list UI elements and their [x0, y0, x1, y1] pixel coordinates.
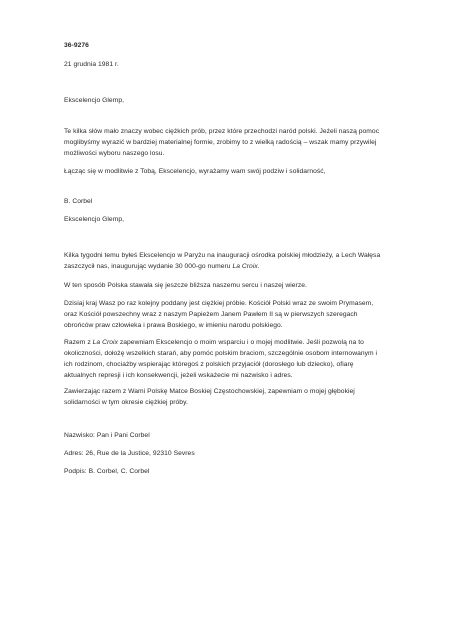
paragraph-line: Kilka tygodni temu byłeś Ekscelencjo w Paryżu na inauguracji ośrodka polskiej młodzieży, a Lech Wałęsa [64, 252, 381, 259]
paragraph-line: obrońców praw człowieka i prawa Boskiego, w imieniu narodu polskiego. [64, 322, 283, 329]
paragraph-line: Dzisiaj kraj Wasz po raz kolejny poddany jest ciężkiej próbie. Kościół Polski wraz ze swoim Prymasem, [64, 300, 374, 307]
paragraph [64, 250, 402, 272]
text-segment: zaszczycił nas, inaugurując wydanie 30 000-go numeru [64, 263, 233, 270]
paragraph-line [64, 261, 402, 272]
paragraph-line: aktualnych represji i ich konsekwencji, jeżeli wskażecie mi nazwisko i adres. [64, 372, 293, 379]
letter-date: 21 grudnia 1981 r. [64, 61, 119, 68]
paragraph-line: solidarności w tym okresie ciężkiej próby. [64, 399, 188, 406]
salutation: Ekscelencjo Glemp, [64, 97, 124, 104]
address-field: Adres: 26, Rue de la Justice, 92310 Sevres [64, 450, 195, 457]
paragraph-line: ich rodzinom, chociażby wspierając któregoś z polskich przyjaciół (dorosłego lub dziecko), ofiarę [64, 361, 354, 368]
paragraph-line [64, 337, 402, 348]
text-segment: zapewniam Ekscelencjo o moim wsparciu i o mojej modlitwie. Jeśli pozwolą na to [117, 339, 364, 346]
paragraph-line: Zawierzając razem z Wami Polskę Matce Boskiej Częstochowskiej, zapewniam o mojej głębokiej [64, 388, 355, 395]
paragraph [64, 386, 402, 408]
paragraph-line: możliwości wyboru naszego losu. [64, 150, 165, 157]
salutation: Ekscelencjo Glemp, [64, 216, 124, 223]
signature-field: Podpis: B. Corbel, C. Corbel [64, 468, 150, 475]
paragraph-line: moglibyśmy wyrazić w bardziej materialnej formie, zrobimy to z wielką radością – wszak mamy przywilej [64, 139, 377, 146]
paragraph-line: Te kilka słów mało znaczy wobec ciężkich prób, przez które przechodzi naród polski. Jeżeli naszą pomoc [64, 128, 380, 135]
closing-line: Łącząc się w modlitwie z Tobą, Ekscelencjo, wyrażamy wam swój podziw i solidarność, [64, 168, 326, 175]
publication-title: La Croix [232, 263, 258, 270]
paragraph-line: okoliczności, dołożę wszelkich starań, aby pomóc polskim braciom, szczególnie osobom internowanym i [64, 350, 378, 357]
text-segment: . [257, 263, 260, 270]
paragraph-line: oraz Kościół powszechny wraz z naszym Papieżem Janem Pawłem II są w pierwszych szeregach [64, 311, 358, 318]
paragraph [64, 337, 402, 381]
signature-name: B. Corbel [64, 198, 93, 205]
text-segment: Razem z [64, 339, 93, 346]
document-id: 36-9276 [64, 42, 89, 49]
name-field: Nazwisko: Pan i Pani Corbel [64, 432, 150, 439]
paragraph [64, 126, 402, 159]
paragraph [64, 298, 402, 331]
publication-title: La Croix [92, 339, 118, 346]
paragraph-line: W ten sposób Polska stawała się jeszcze bliższa naszemu sercu i naszej wierze. [64, 282, 307, 289]
